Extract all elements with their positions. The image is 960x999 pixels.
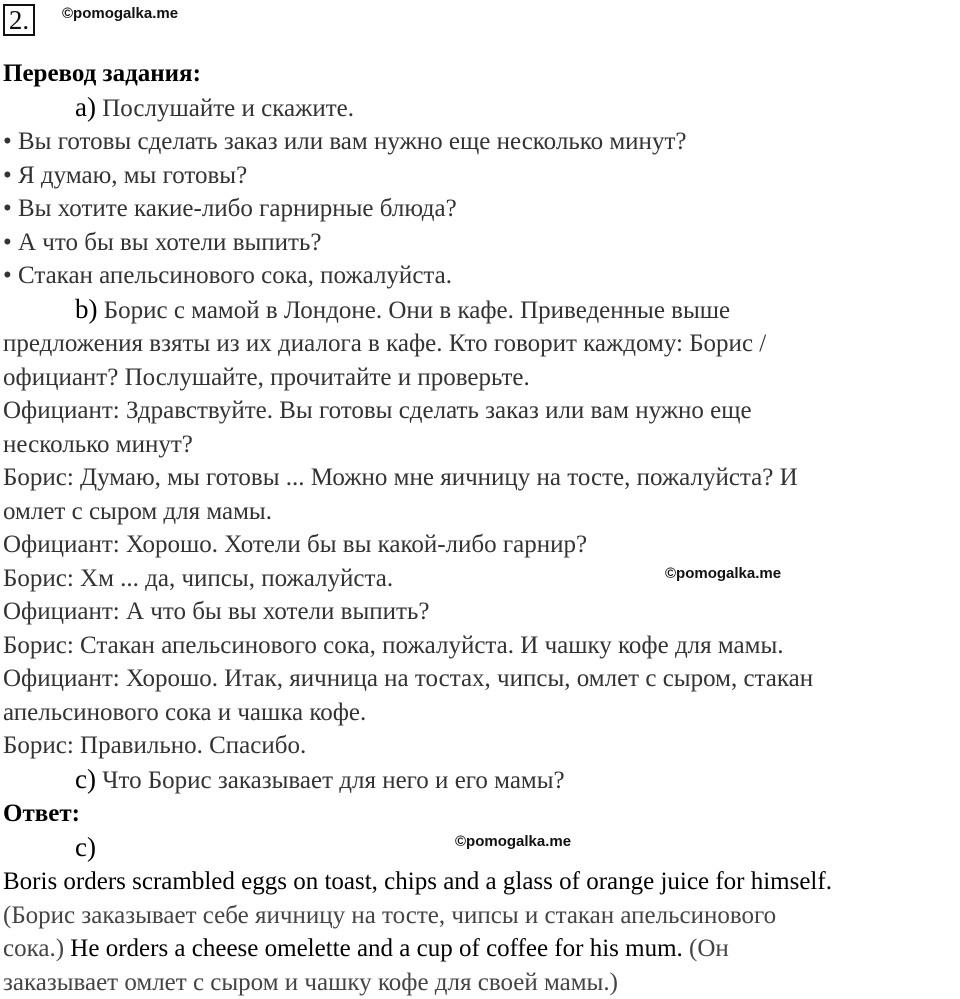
bullet-item: • А что бы вы хотели выпить? [3, 226, 958, 260]
task-c-text: Что Борис заказывает для него и его мамы? [96, 767, 565, 794]
task-b-line: официант? Послушайте, прочитайте и проверьте. [3, 361, 958, 395]
dialogue-line: апельсинового сока и чашка кофе. [3, 696, 958, 730]
dialogue-line: Борис: Хм ... да, чипсы, пожалуйста. [3, 562, 958, 596]
dialogue-line: Официант: А что бы вы хотели выпить? [3, 595, 958, 629]
task-b-text: Борис с мамой в Лондоне. Они в кафе. Приведенные выше [98, 297, 731, 324]
task-number-box: 2. [3, 4, 35, 36]
dialogue-line: Борис: Думаю, мы готовы ... Можно мне яичницу на тосте, пожалуйста? И [3, 461, 958, 495]
bullet-item: • Я думаю, мы готовы? [3, 159, 958, 193]
heading-answer: Ответ: [3, 797, 958, 831]
answer-letter-line [3, 831, 958, 866]
answer-letter: c) [75, 832, 96, 862]
answer-english-2: He orders a cheese omelette and a cup of coffee for his mum. [64, 935, 683, 962]
answer-russian-2-start: (Он [683, 935, 729, 962]
task-b-line [3, 293, 958, 328]
watermark-middle: ©pomogalka.me [665, 565, 781, 582]
dialogue-line: Официант: Хорошо. Хотели бы вы какой-либо гарнир? [3, 528, 958, 562]
dialogue-line: Борис: Стакан апельсинового сока, пожалуйста. И чашку кофе для мамы. [3, 629, 958, 663]
task-a [3, 91, 958, 126]
dialogue-line: Официант: Здравствуйте. Вы готовы сделать заказ или вам нужно еще [3, 394, 958, 428]
dialogue-line: Официант: Хорошо. Итак, яичница на тостах, чипсы, омлет с сыром, стакан [3, 662, 958, 696]
task-c-letter: c) [75, 764, 96, 794]
watermark-bottom: ©pomogalka.me [455, 833, 571, 850]
heading-translation: Перевод задания: [3, 57, 958, 91]
task-c [3, 763, 958, 798]
task-b-letter: b) [75, 294, 98, 324]
bullet-item: • Вы хотите какие-либо гарнирные блюда? [3, 192, 958, 226]
dialogue-line: Борис: Правильно. Спасибо. [3, 729, 958, 763]
answer-russian-2: заказывает омлет с сыром и чашку кофе для своей мамы.) [3, 966, 958, 999]
document-body [3, 57, 958, 999]
dialogue-line: несколько минут? [3, 428, 958, 462]
answer-english-1: Boris orders scrambled eggs on toast, chips and a glass of orange juice for himself. [3, 865, 958, 899]
bullet-item: • Стакан апельсинового сока, пожалуйста. [3, 259, 958, 293]
answer-russian-1-end: сока.) [3, 935, 64, 962]
task-a-letter: a) [75, 92, 96, 122]
watermark-top: ©pomogalka.me [62, 5, 178, 22]
task-b-line: предложения взяты из их диалога в кафе. Кто говорит каждому: Борис / [3, 327, 958, 361]
dialogue-line: омлет с сыром для мамы. [3, 495, 958, 529]
answer-russian-1: (Борис заказывает себе яичницу на тосте, чипсы и стакан апельсинового [3, 899, 958, 933]
answer-mixed-line [3, 932, 958, 966]
task-a-text: Послушайте и скажите. [96, 95, 354, 122]
bullet-item: • Вы готовы сделать заказ или вам нужно еще несколько минут? [3, 125, 958, 159]
